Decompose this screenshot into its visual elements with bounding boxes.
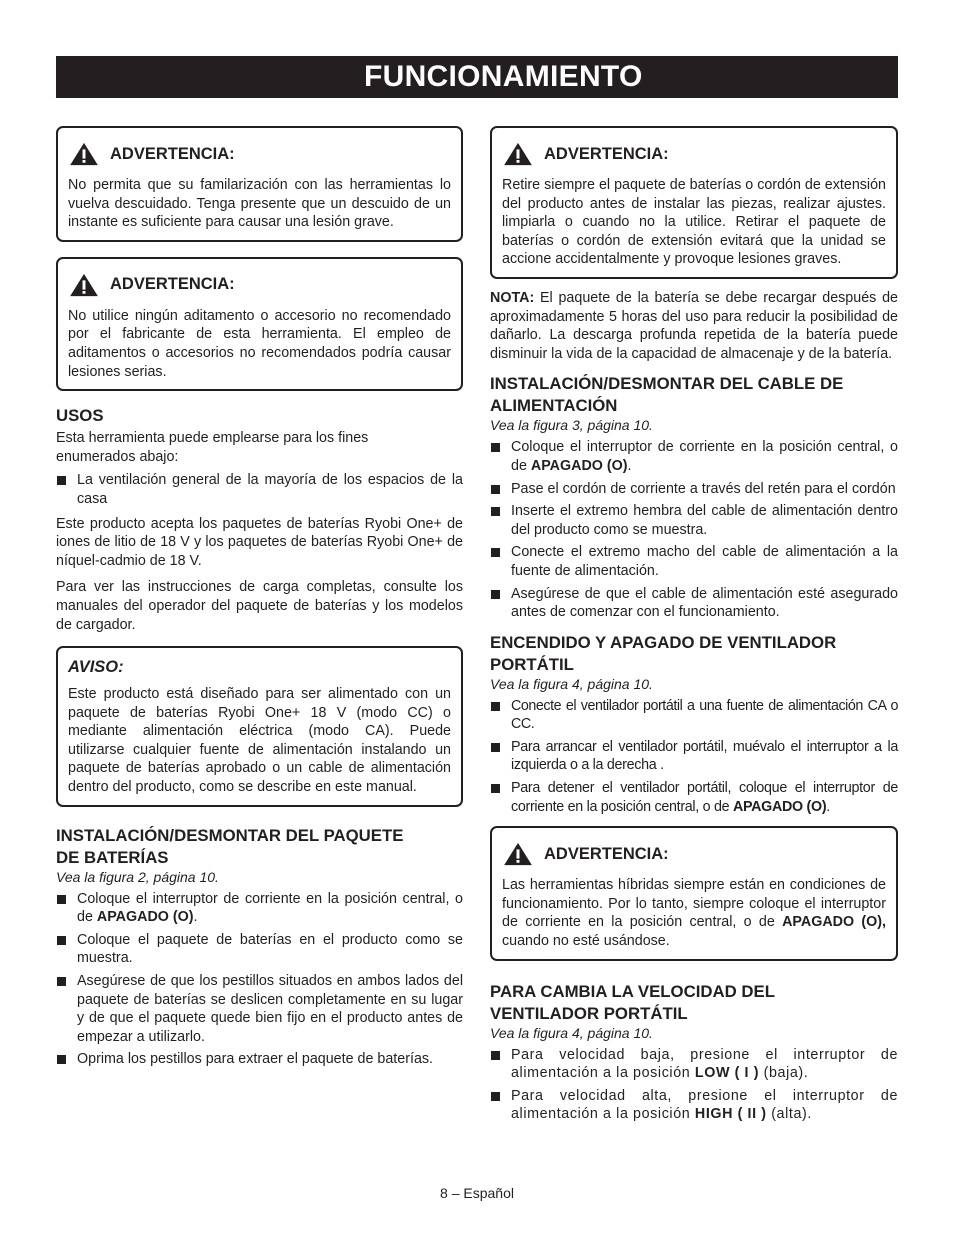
warning-title: ADVERTENCIA:: [110, 275, 235, 294]
list-item: Para detener el ventilador portátil, coloque el interruptor de corriente en la posición central, o de APAGADO (O).: [490, 779, 898, 816]
right-column: [490, 126, 898, 1128]
figure-reference: Vea la figura 4, página 10.: [490, 675, 653, 692]
usos-list: [56, 471, 463, 508]
list-item: Para arrancar el ventilador portátil, muévalo el interruptor a la izquierda o a la derecha .: [490, 738, 898, 775]
list-item: La ventilación general de la mayoría de los espacios de la casa: [56, 471, 463, 508]
warning-box-accessories: [56, 257, 463, 391]
warning-text: Retire siempre el paquete de baterías o cordón de extensión del producto antes de instalar las piezas, realizar ajustes. limpiarla o cuando no la utilice. Retirar el paquete de baterías o cordón de extensión evitará que la unidad se accione accidentalmente y provoque lesiones graves.: [502, 177, 886, 268]
list-item: Oprima los pestillos para extraer el paquete de baterías.: [56, 1050, 463, 1069]
usos-paragraph: Para ver las instrucciones de carga completas, consulte los manuales del operador del paquete de baterías y los modelos de cargador.: [56, 579, 463, 633]
list-item: Coloque el interruptor de corriente en la posición central, o de APAGADO (O).: [56, 890, 463, 927]
battery-steps: [56, 890, 463, 1069]
list-item: Conecte el extremo macho del cable de alimentación a la fuente de alimentación.: [490, 543, 898, 580]
aviso-box: [56, 646, 463, 807]
page-title: FUNCIONAMIENTO: [364, 60, 643, 93]
figure-reference: Vea la figura 2, página 10.: [56, 868, 219, 885]
left-column: [56, 126, 463, 1073]
speed-steps: [490, 1046, 898, 1124]
warning-triangle-icon: [68, 273, 100, 297]
speed-heading: PARA CAMBIA LA VELOCIDAD DEL VENTILADOR PORTÁTIL: [490, 981, 775, 1023]
warning-title: ADVERTENCIA:: [544, 144, 669, 163]
warning-title: ADVERTENCIA:: [110, 144, 235, 163]
list-item: Para velocidad alta, presione el interruptor de alimentación a la posición HIGH ( II ) (alta).: [490, 1087, 898, 1124]
figure-reference: Vea la figura 3, página 10.: [490, 417, 653, 434]
list-item: Para velocidad baja, presione el interruptor de alimentación a la posición LOW ( I ) (baja).: [490, 1046, 898, 1083]
warning-box-hybrid: [490, 826, 898, 960]
page-footer: 8 – Español: [440, 1185, 514, 1201]
warning-text: No utilice ningún aditamento o accesorio no recomendado por el fabricante de esta herramienta. El empleo de aditamentos o accesorios no recomendados podría causar lesiones serias.: [68, 307, 451, 380]
cable-heading: INSTALACIÓN/DESMONTAR DEL CABLE DE ALIMENTACIÓN: [490, 374, 844, 416]
warning-text: Las herramientas híbridas siempre están en condiciones de funcionamiento. Por lo tanto, siempre coloque el interruptor de corriente en la posición central, o de APAGADO (O), cuando no esté usándose.: [502, 877, 886, 950]
list-item: Conecte el ventilador portátil a una fuente de alimentación CA o CC.: [490, 697, 898, 734]
list-item: Inserte el extremo hembra del cable de alimentación dentro del producto como se muestra.: [490, 502, 898, 539]
cable-steps: [490, 438, 898, 621]
usos-paragraph: Este producto acepta los paquetes de baterías Ryobi One+ de iones de litio de 18 V y los paquetes de baterías Ryobi One+ de níquel-cadmio de 18 V.: [56, 515, 463, 569]
figure-reference: Vea la figura 4, página 10.: [490, 1024, 653, 1041]
list-item: Asegúrese de que el cable de alimentación esté asegurado antes de comenzar con el funcionamiento.: [490, 585, 898, 622]
aviso-title: AVISO:: [68, 658, 124, 677]
power-steps: [490, 697, 898, 817]
list-item: Coloque el interruptor de corriente en la posición central, o de APAGADO (O).: [490, 438, 898, 475]
aviso-text: Este producto está diseñado para ser alimentado con un paquete de baterías Ryobi One+ 18 V (modo CC) o mediante alimentación eléctrica (modo CA). Puede utilizarse cualquier fuente de alimentación instalando un paquete de baterías aprobado o un cable de alimentación dentro del producto, como se describe en este manual.: [68, 686, 451, 796]
battery-heading: INSTALACIÓN/DESMONTAR DEL PAQUETE DE BATERÍAS: [56, 825, 404, 867]
nota-paragraph: NOTA: El paquete de la batería se debe recargar después de aproximadamente 5 horas del uso para reducir la posibilidad de dañarlo. La descarga profunda repetida de la batería puede disminuir la vida de la capacidad de almacenaje y de la batería.: [490, 289, 898, 362]
power-heading: ENCENDIDO Y APAGADO DE VENTILADOR PORTÁTIL: [490, 632, 837, 674]
warning-triangle-icon: [502, 142, 534, 166]
list-item: Pase el cordón de corriente a través del retén para el cordón: [490, 480, 898, 499]
usos-heading: USOS: [56, 406, 104, 426]
warning-triangle-icon: [502, 842, 534, 866]
warning-title: ADVERTENCIA:: [544, 844, 669, 863]
usos-intro: Esta herramienta puede emplearse para los fines enumerados abajo:: [56, 430, 369, 465]
warning-triangle-icon: [68, 142, 100, 166]
warning-text: No permita que su familarización con las herramientas lo vuelva descuidado. Tenga presente que un descuido de un instante es suficiente para causar una lesión grave.: [68, 177, 451, 231]
warning-box-familiarization: [56, 126, 463, 242]
list-item: Asegúrese de que los pestillos situados en ambos lados del paquete de baterías se deslicen completamente en su lugar y de que el paquete quede bien fijo en el producto antes de empezar a utilizarlo.: [56, 972, 463, 1046]
list-item: Coloque el paquete de baterías en el producto como se muestra.: [56, 931, 463, 968]
warning-box-remove-battery: [490, 126, 898, 279]
section-banner: [56, 56, 898, 98]
